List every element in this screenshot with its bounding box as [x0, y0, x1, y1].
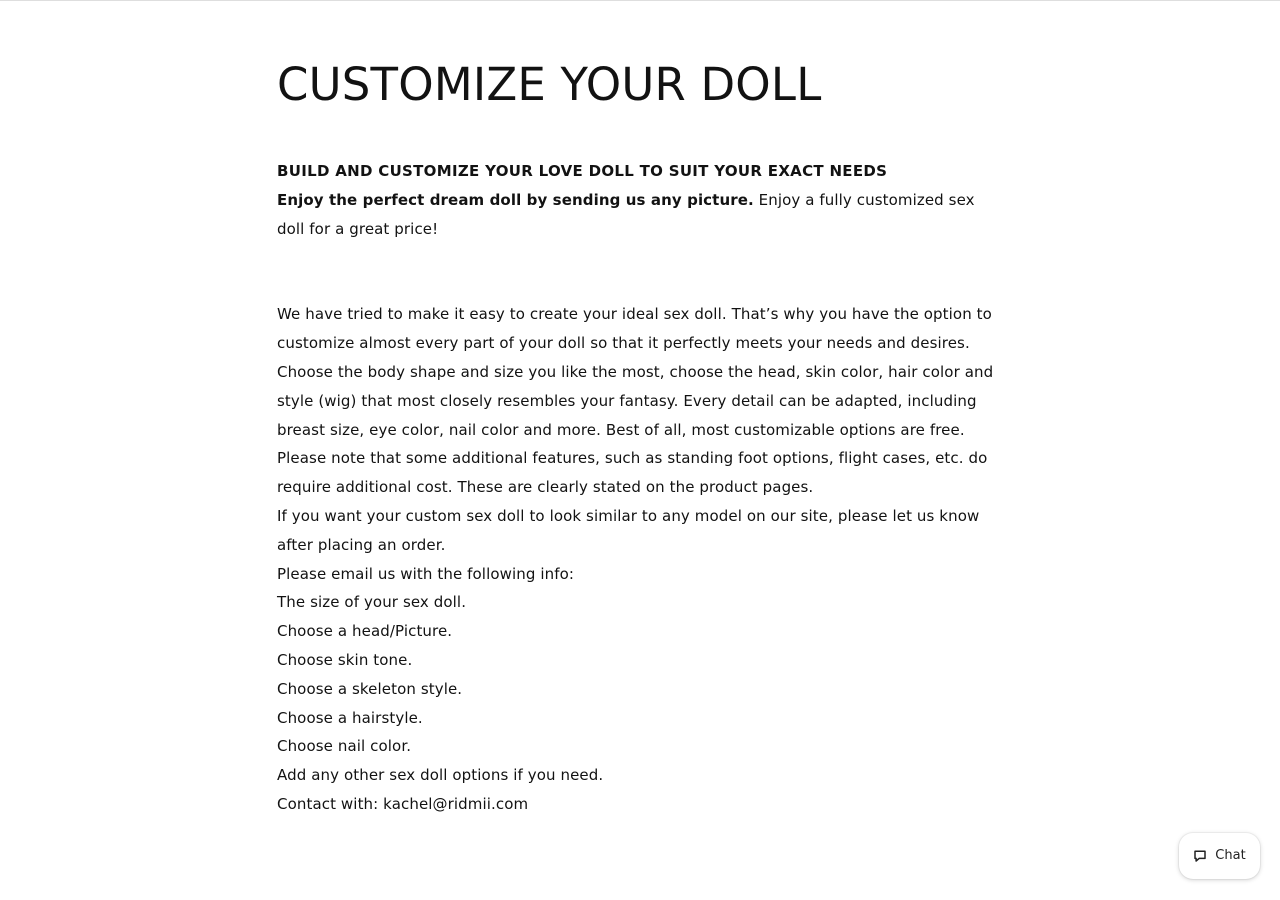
intro-text: Enjoy a fully customized sex doll for a great price!: [277, 190, 975, 238]
page-title: CUSTOMIZE YOUR DOLL: [277, 58, 822, 111]
info-item-head: Choose a head/Picture.: [277, 622, 453, 641]
additional-cost-paragraph: Please note that some additional features, such as standing foot options, flight cases, etc. do require additional cost. These are clearly stated on the product pages.: [277, 449, 988, 497]
intro-bold-text: Enjoy the perfect dream doll by sending us any picture.: [277, 190, 754, 209]
top-divider: [0, 0, 1280, 1]
similar-model-paragraph: If you want your custom sex doll to look similar to any model on our site, please let us know after placing an order.: [277, 506, 980, 554]
chat-button[interactable]: [1179, 833, 1260, 879]
info-item-hairstyle: Choose a hairstyle.: [277, 708, 423, 727]
info-item-other-options: Add any other sex doll options if you need.: [277, 766, 604, 785]
paragraph-spacer: [277, 243, 1003, 300]
article-body: [277, 157, 1003, 819]
contact-email: Contact with: kachel@ridmii.com: [277, 794, 529, 813]
chat-bubble-icon: [1193, 849, 1207, 863]
info-item-nail-color: Choose nail color.: [277, 737, 412, 756]
intro-heading: BUILD AND CUSTOMIZE YOUR LOVE DOLL TO SUIT YOUR EXACT NEEDS: [277, 162, 888, 180]
email-instructions: Please email us with the following info:: [277, 564, 575, 583]
info-item-skin-tone: Choose skin tone.: [277, 650, 413, 669]
intro-paragraph: [277, 186, 1003, 244]
customization-paragraph: We have tried to make it easy to create your ideal sex doll. That’s why you have the option to customize almost every part of your doll so that it perfectly meets your needs and desires. Choose the body shape and size you like the most, choose the head, skin color, hair color and style (wig) that most closely resembles your fantasy. Every detail can be adapted, including breast size, eye color, nail color and more. Best of all, most customizable options are free.: [277, 305, 994, 439]
chat-label: Chat: [1215, 848, 1246, 863]
info-item-size: The size of your sex doll.: [277, 593, 467, 612]
info-item-skeleton: Choose a skeleton style.: [277, 679, 463, 698]
